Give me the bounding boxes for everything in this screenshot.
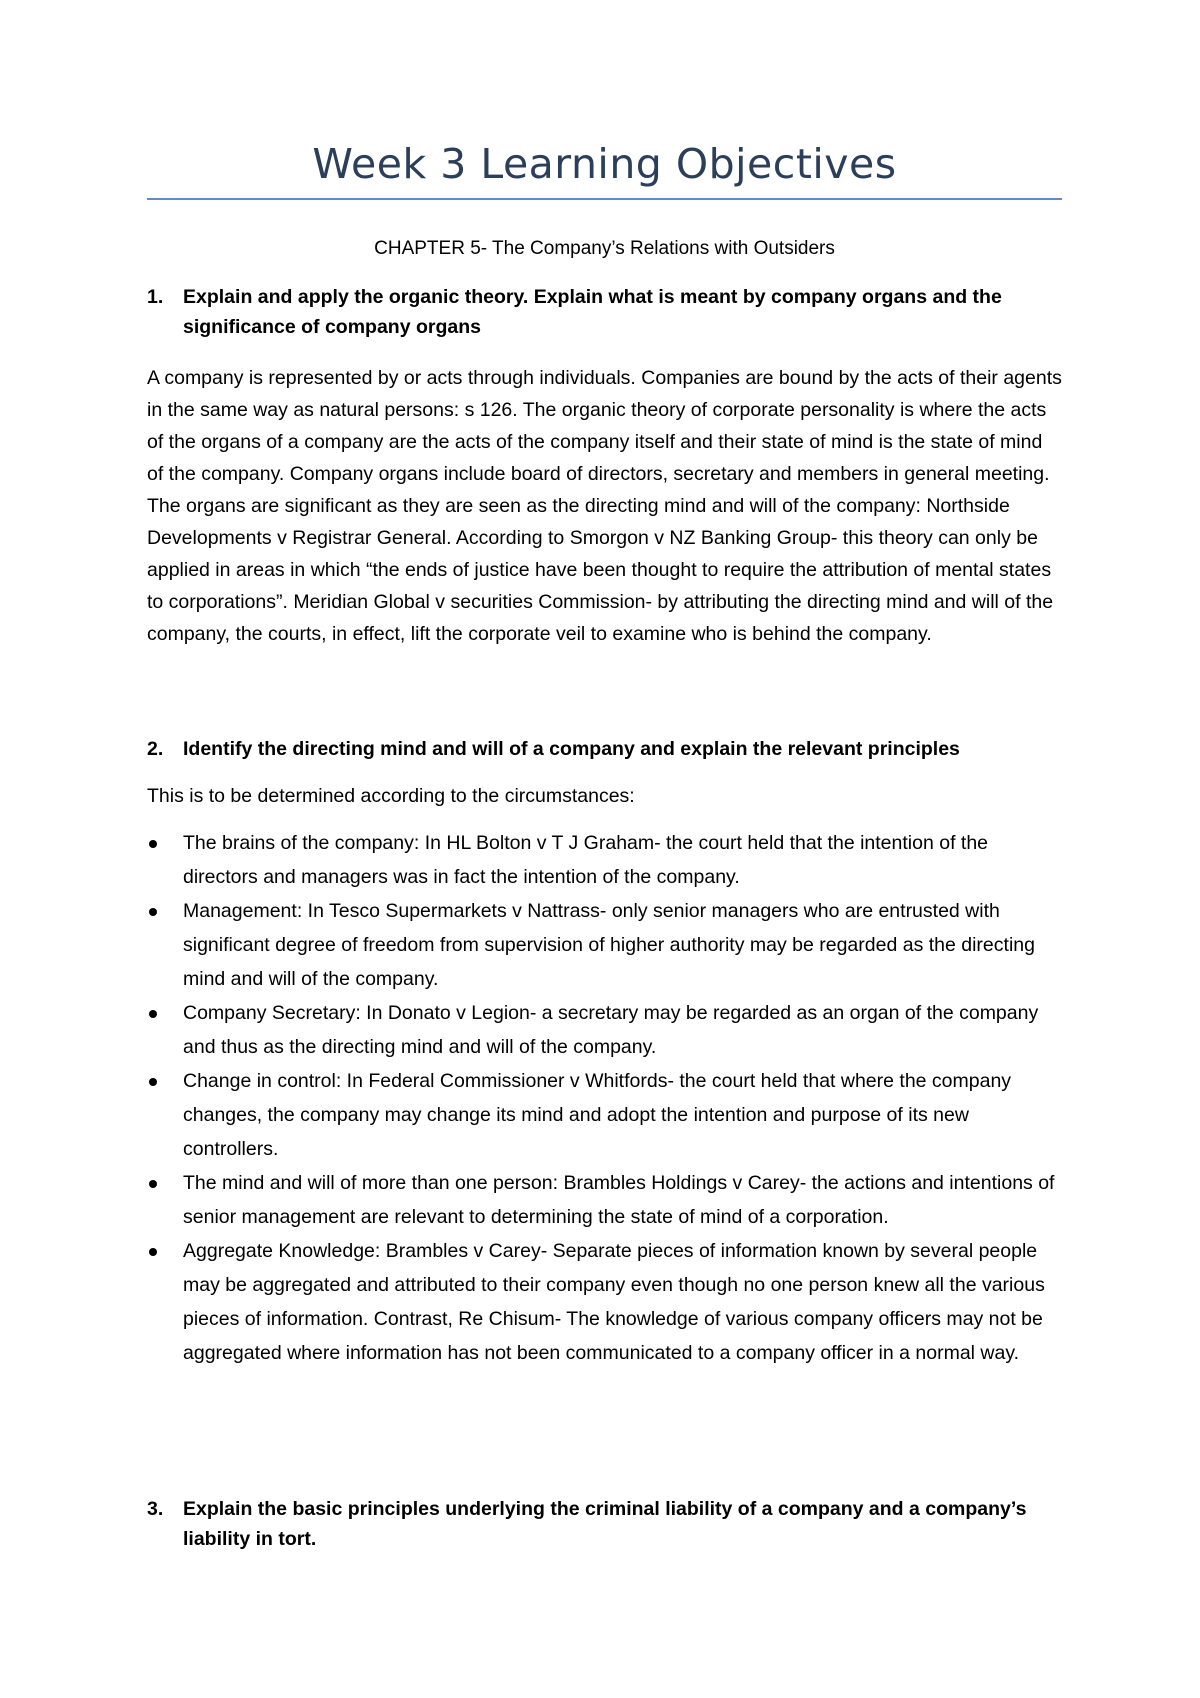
- list-item-text: The mind and will of more than one person: Brambles Holdings v Carey- the actions and intentions of senior management are relevant to determining the state of mind of a corporation.: [183, 1172, 1055, 1228]
- section-1-paragraph: A company is represented by or acts through individuals. Companies are bound by the acts of their agents in the same way as natural persons: s 126. The organic theory of corporate personality is where the acts of the organs of a company are the acts of the company itself and their state of mind is the state of mind of the company. Company organs include board of directors, secretary and members in general meeting. The organs are significant as they are seen as the directing mind and will of the company: Northside Developments v Registrar General. According to Smorgon v NZ Banking Group- this theory can only be applied in areas in which “the ends of justice have been thought to require the attribution of mental states to corporations”. Meridian Global v securities Commission- by attributing the directing mind and will of the company, the courts, in effect, lift the corporate veil to examine who is behind the company.: [147, 367, 1062, 645]
- section-3-heading: [147, 1494, 1062, 1554]
- section-1-heading: [147, 282, 1062, 342]
- bullet-icon: [149, 840, 157, 848]
- bullet-icon: [149, 1248, 157, 1256]
- list-item: [147, 1234, 1062, 1370]
- list-item-text: Management: In Tesco Supermarkets v Nattrass- only senior managers who are entrusted with significant degree of freedom from supervision of higher authority may be regarded as the directing mind and will of the company.: [183, 900, 1035, 990]
- section-2-intro: This is to be determined according to the circumstances:: [147, 785, 635, 807]
- section-1-heading-text: Explain and apply the organic theory. Explain what is meant by company organs and the significance of company organs: [183, 286, 1002, 338]
- section-3-heading-text: Explain the basic principles underlying the criminal liability of a company and a company’s liability in tort.: [183, 1498, 1027, 1550]
- bullet-icon: [149, 908, 157, 916]
- list-item: [147, 826, 1062, 894]
- section-1-number: 1.: [147, 286, 164, 308]
- list-item-text: Company Secretary: In Donato v Legion- a secretary may be regarded as an organ of the company and thus as the directing mind and will of the company.: [183, 1002, 1039, 1058]
- section-3-number: 3.: [147, 1498, 164, 1520]
- section-2-heading: [147, 734, 1062, 764]
- list-item-text: The brains of the company: In HL Bolton v T J Graham- the court held that the intention of the directors and managers was in fact the intention of the company.: [183, 832, 989, 888]
- bullet-icon: [149, 1078, 157, 1086]
- list-item: [147, 894, 1062, 996]
- directing-mind-list: [147, 826, 1062, 1370]
- section-2-number: 2.: [147, 738, 164, 760]
- section-2-heading-text: Identify the directing mind and will of a company and explain the relevant principles: [183, 738, 960, 760]
- title-underline: [147, 198, 1062, 200]
- bullet-icon: [149, 1180, 157, 1188]
- chapter-heading: CHAPTER 5- The Company’s Relations with Outsiders: [374, 238, 835, 259]
- bullet-icon: [149, 1010, 157, 1018]
- page-title: Week 3 Learning Objectives: [312, 140, 897, 188]
- list-item-text: Aggregate Knowledge: Brambles v Carey- Separate pieces of information known by several people may be aggregated and attributed to their company even though no one person knew all the various pieces of information. Contrast, Re Chisum- The knowledge of various company officers may not be aggregated where information has not been communicated to a company officer in a normal way.: [183, 1240, 1045, 1364]
- list-item-text: Change in control: In Federal Commissioner v Whitfords- the court held that where the company changes, the company may change its mind and adopt the intention and purpose of its new controllers.: [183, 1070, 1012, 1160]
- list-item: [147, 996, 1062, 1064]
- list-item: [147, 1166, 1062, 1234]
- list-item: [147, 1064, 1062, 1166]
